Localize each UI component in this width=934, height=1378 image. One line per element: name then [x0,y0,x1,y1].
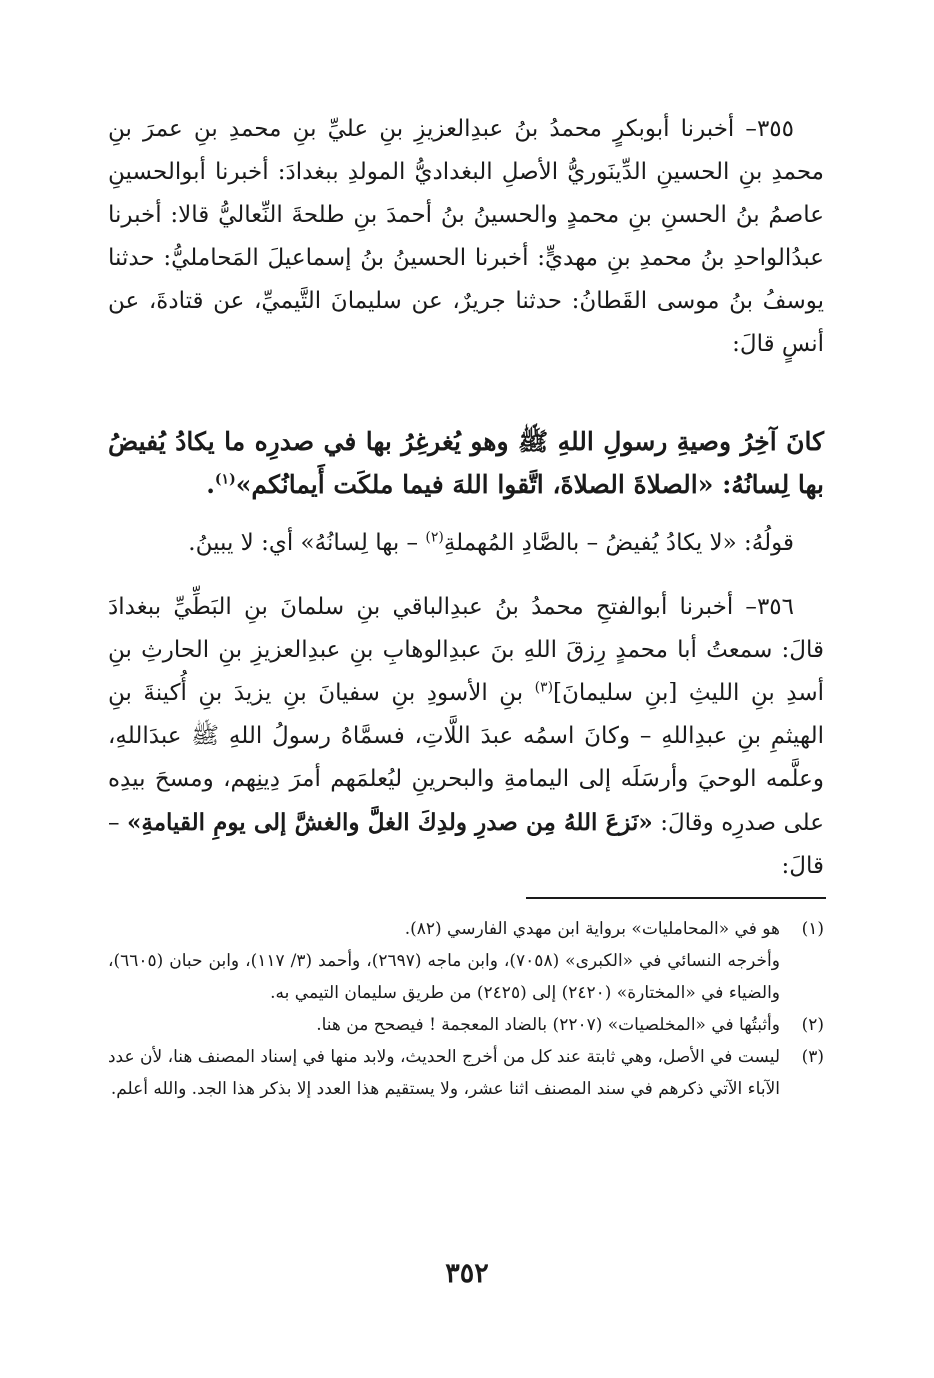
paragraph-356-part2: بنِ الأسودِ بنِ سفيانَ بنِ يزيدَ بنِ أُكينةَ بنِ الهيثمِ بنِ عبدِاللهِ – وكانَ اسمُه عبدَ اللَّاتِ، فسمَّاهُ رسولُ اللهِ ﷺ عبدَاللهِ، وعلَّمه الوحيَ وأرسَلَه إلى اليمامةِ والبحرينِ ليُعلمَهم أمرَ دِينِهم، ومسحَ بيدِه على صدرِه وقالَ: [108,680,824,836]
footnote-1 [108,913,824,945]
page-number: ٣٥٢ [445,1258,489,1289]
footnote-3 [108,1041,824,1105]
footnote-ref-2: (٢) [425,529,444,546]
footnote-separator [526,897,826,899]
footnote-text: ليست في الأصل، وهي ثابتة عند كل من أخرج الحديث، ولابد منها في إسناد المصنف هنا، لأن عدد الآباء الآتي ذكرهم في سند المصنف اثنا عشر، ولا يستقيم هذا العدد إلا بذكر هذا الجد. والله أعلم. [107,1047,780,1099]
hadith-text-355 [108,420,824,506]
footnote-2 [108,1009,824,1041]
footnote-text: هو في «المحامليات» برواية ابن مهدي الفارسي (٨٢). [404,919,780,939]
commentary-part2: – بها لِسانُهُ» أي: لا يبينُ. [188,530,426,556]
footnote-ref-3: (٣) [534,679,554,696]
footnote-number: (٣) [801,1047,824,1067]
footnotes [108,913,824,1105]
hadith-end: . [206,470,215,499]
paragraph-355: ٣٥٥– أخبرنا أبوبكرٍ محمدُ بنُ عبدِالعزيزِ بنِ عليِّ بنِ محمدِ بنِ عمرَ بنِ محمدِ بنِ الحسينِ الدِّينَوريُّ الأصلِ البغداديُّ المولدِ ببغدادَ: أخبرنا أبوالحسينِ عاصمُ بنُ الحسنِ بنِ محمدٍ والحسينُ بنُ أحمدَ بنِ طلحةَ النِّعاليُّ قالا: أخبرنا عبدُالواحدِ بنُ محمدِ بنِ مهديٍّ: أخبرنا الحسينُ بنُ إسماعيلَ المَحامليُّ: حدثنا يوسفُ بنُ موسى القَطانُ: حدثنا جريرٌ، عن سليمانَ التَّيميِّ، عن قتادةَ، عن أنسٍ قالَ: [108,116,824,357]
commentary-part1: قولُهُ: «لا يكادُ يُفيضُ – بالصَّادِ المُهملةِ [443,530,794,556]
commentary-line [108,522,824,565]
paragraph-356-highlight: «نَزعَ اللهُ مِن صدرِ ولدِكَ الغلَّ والغشَّ إلى يومِ القيامةِ» [126,809,653,836]
footnote-number: (١) [801,919,824,939]
footnote-number: (٢) [801,1015,824,1035]
hadith-body: كانَ آخِرُ وصيةِ رسولِ اللهِ ﷺ وهو يُغرغِرُ بها في صدرِه ما يكادُ يُفيضُ بها لِسانُهُ: «الصلاةَ الصلاةَ، اتَّقوا اللهَ فيما ملكَت أَيمانُكم» [108,427,824,499]
footnote-text: وأثبتُها في «المخلصيات» (٢٢٠٧) بالضاد المعجمة ! فيصحح من هنا. [316,1015,780,1035]
paragraph-356 [108,586,824,888]
footnote-ref-1: (١) [214,471,236,488]
paragraph-356-part1: ٣٥٦– أخبرنا أبوالفتحِ محمدُ بنُ عبدِالباقي بنِ سلمانَ بنِ البَطِّيِّ ببغدادَ قالَ: سمعتُ أبا محمدٍ رِزقَ اللهِ بنَ عبدِالوهابِ بنِ عبدِالعزيزِ بنِ الحارثِ بنِ أسدِ بنِ الليثِ [بنِ سليمانَ] [108,594,824,706]
footnote-text: وأخرجه النسائي في «الكبرى» (٧٠٥٨)، وابن ماجه (٢٦٩٧)، وأحمد (٣/ ١١٧)، وابن حبان (٦٦٠٥)، والضياء في «المختارة» (٢٤٢٠) إلى (٢٤٢٥) من طريق سليمان التيمي به. [108,951,780,1003]
footnote-number [780,945,824,1009]
paragraph-356-part3: – قالَ: [108,810,824,879]
footnote-1-continued [108,945,824,1009]
